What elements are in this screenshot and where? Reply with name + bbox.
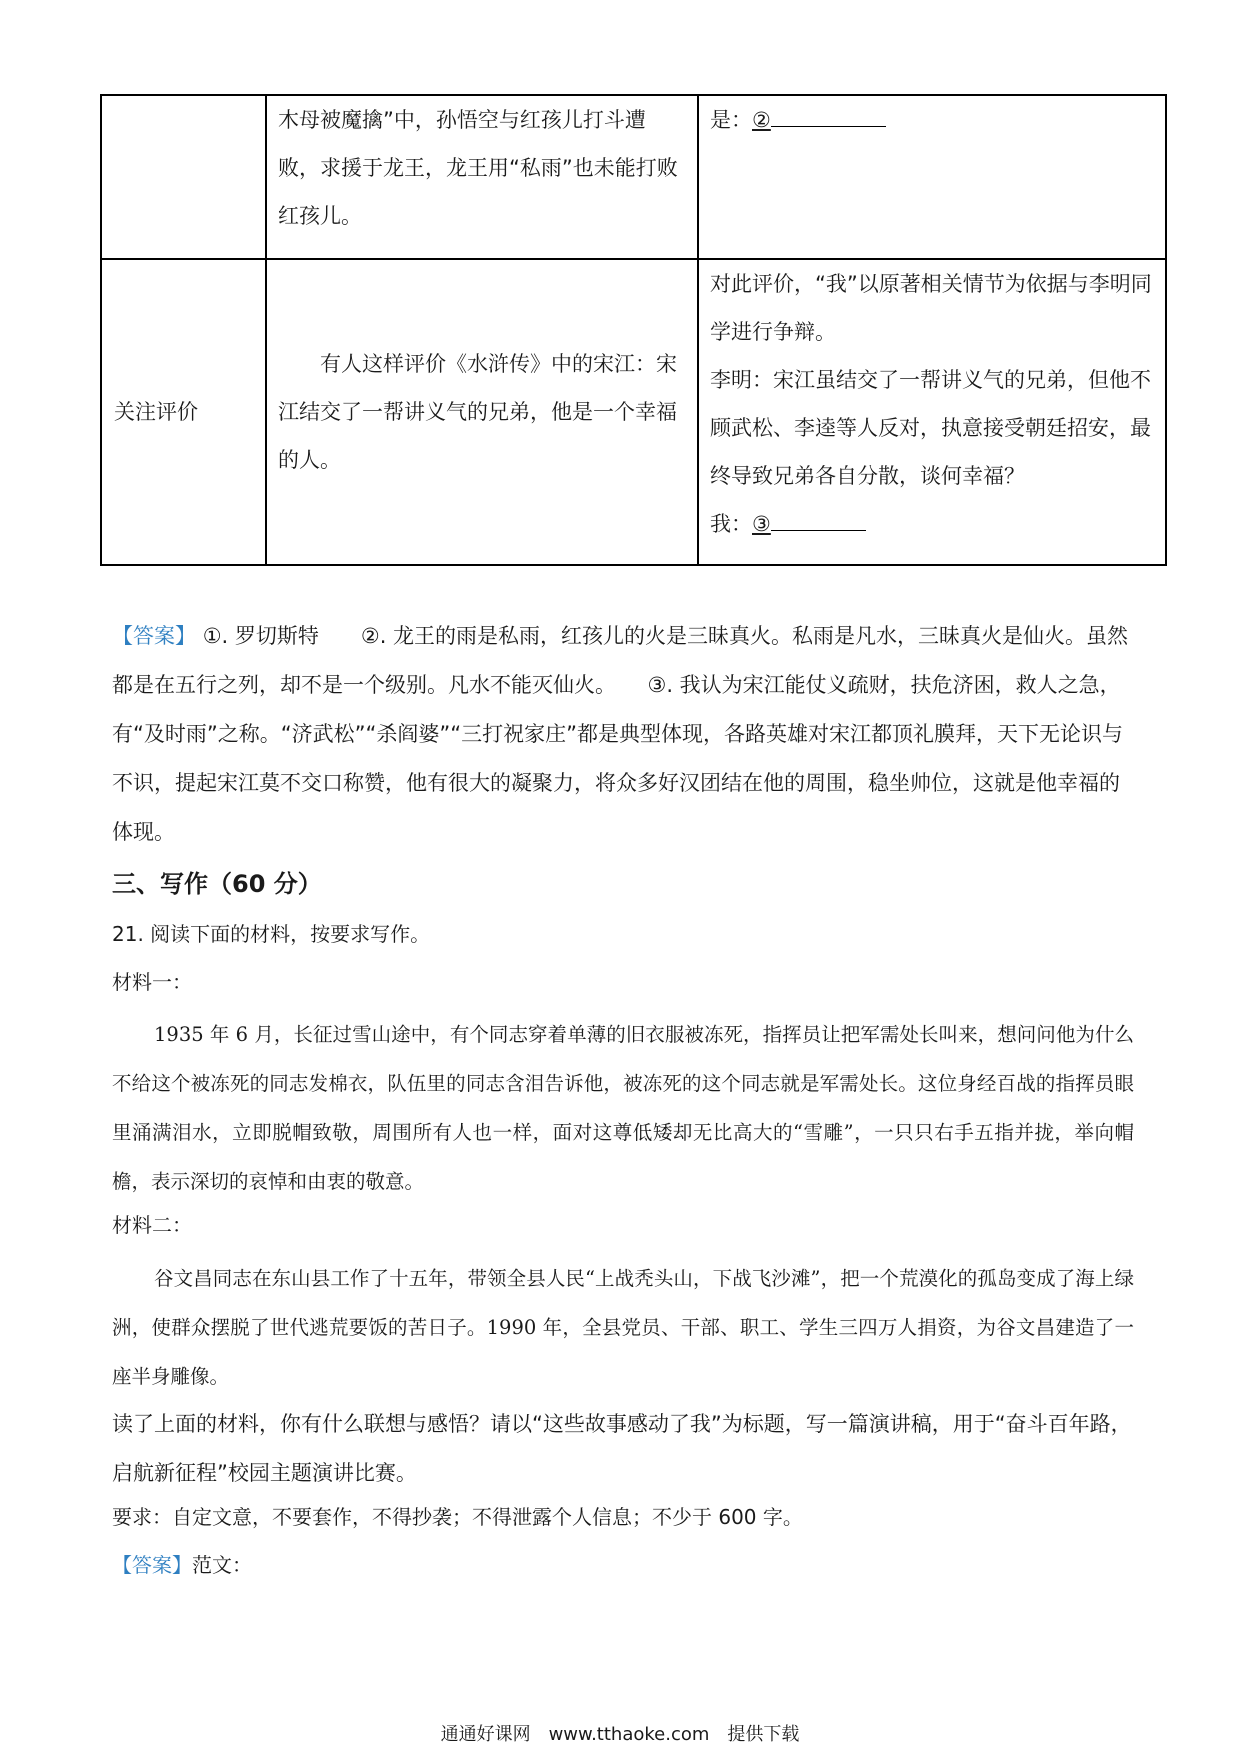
answer-tag: 【答案】 — [112, 624, 196, 648]
material-two-text: 谷文昌同志在东山县工作了十五年，带领全县人民“上战秃头山，下战飞沙滩”，把一个荒漠化的孤岛变成了海上绿洲，使群众摆脱了世代逃荒要饭的苦日子。1990 年，全县党员、干部、职工、学生三四万人捐资，为谷文昌建造了一座半身雕像。 — [112, 1267, 1134, 1388]
table-row — [101, 259, 1166, 565]
table-cell-content — [266, 259, 698, 565]
material-label: 材料二： — [112, 1213, 192, 1237]
table-cell-answer — [698, 95, 1166, 259]
answer-prefix: 我： — [710, 512, 752, 536]
table-row — [101, 95, 1166, 259]
question-stem: 21. 阅读下面的材料，按要求写作。 — [112, 922, 431, 946]
answer-prefix: 是： — [710, 108, 752, 132]
page-footer: 通通好课网 www.tthaoke.com 提供下载 — [440, 1724, 800, 1745]
answer-line — [710, 500, 1154, 548]
blank-marker: ③ — [752, 512, 771, 536]
answer-line — [112, 1547, 252, 1583]
table-cell-category — [101, 95, 266, 259]
cell-text: 木母被魔擒”中，孙悟空与红孩儿打斗遭败，求援于龙王，龙王用“私雨”也未能打败红孩儿。 — [278, 108, 678, 228]
material-label: 材料一： — [112, 970, 192, 994]
answer-line — [710, 96, 1154, 144]
cell-text: 对此评价，“我”以原著相关情节为依据与李明同学进行争辩。 — [710, 272, 1152, 344]
table-cell-category: 关注评价 — [101, 259, 266, 565]
answer-text: 范文： — [192, 1553, 252, 1577]
writing-prompt: 读了上面的材料，你有什么联想与感悟？请以“这些故事感动了我”为标题，写一篇演讲稿，用于“奋斗百年路，启航新征程”校园主题演讲比赛。 — [112, 1412, 1132, 1485]
cell-text: 有人这样评价《水浒传》中的宋江：宋江结交了一帮讲义气的兄弟，他是一个幸福的人。 — [278, 352, 677, 472]
table-cell-answer — [698, 259, 1166, 565]
cell-text: 李明：宋江虽结交了一帮讲义气的兄弟，但他不顾武松、李逵等人反对，执意接受朝廷招安，最终导致兄弟各自分散，谈何幸福？ — [710, 368, 1151, 488]
table-cell-content — [266, 95, 698, 259]
blank-marker: ② — [752, 108, 771, 132]
fill-blank[interactable] — [771, 530, 866, 531]
material-one-text: 1935 年 6 月，长征过雪山途中，有个同志穿着单薄的旧衣服被冻死，指挥员让把军需处长叫来，想问问他为什么不给这个被冻死的同志发棉衣，队伍里的同志含泪告诉他，被冻死的这个同志就是军需处长。这位身经百战的指挥员眼里涌满泪水，立即脱帽致敬，周围所有人也一样，面对这尊低矮却无比高大的“雪雕”，一只只右手五指并拢，举向帽檐，表示深切的哀悼和由衷的敬意。 — [112, 1023, 1134, 1193]
question-table — [100, 94, 1167, 566]
answer-block — [112, 612, 1132, 857]
section-title: 三、写作（60 分） — [112, 870, 322, 898]
answer-tag: 【答案】 — [112, 1553, 192, 1577]
writing-requirement: 要求：自定文意，不要套作，不得抄袭；不得泄露个人信息；不少于 600 字。 — [112, 1505, 803, 1529]
fill-blank[interactable] — [771, 126, 886, 127]
answer-text: ①. 罗切斯特 ②. 龙王的雨是私雨，红孩儿的火是三昧真火。私雨是凡水，三昧真火是仙火。虽然都是在五行之列，却不是一个级别。凡水不能灭仙火。 ③. 我认为宋江能仗义疏财，扶危济困，救人之急，有“及时雨”之称。“济武松”“杀阎婆”“三打祝家庄”都是典型体现，各路英雄对宋江都顶礼膜拜，天下无论识与不识，提起宋江莫不交口称赞，他有很大的凝聚力，将众多好汉团结在他的周围，稳坐帅位，这就是他幸福的体现。 — [112, 624, 1129, 844]
